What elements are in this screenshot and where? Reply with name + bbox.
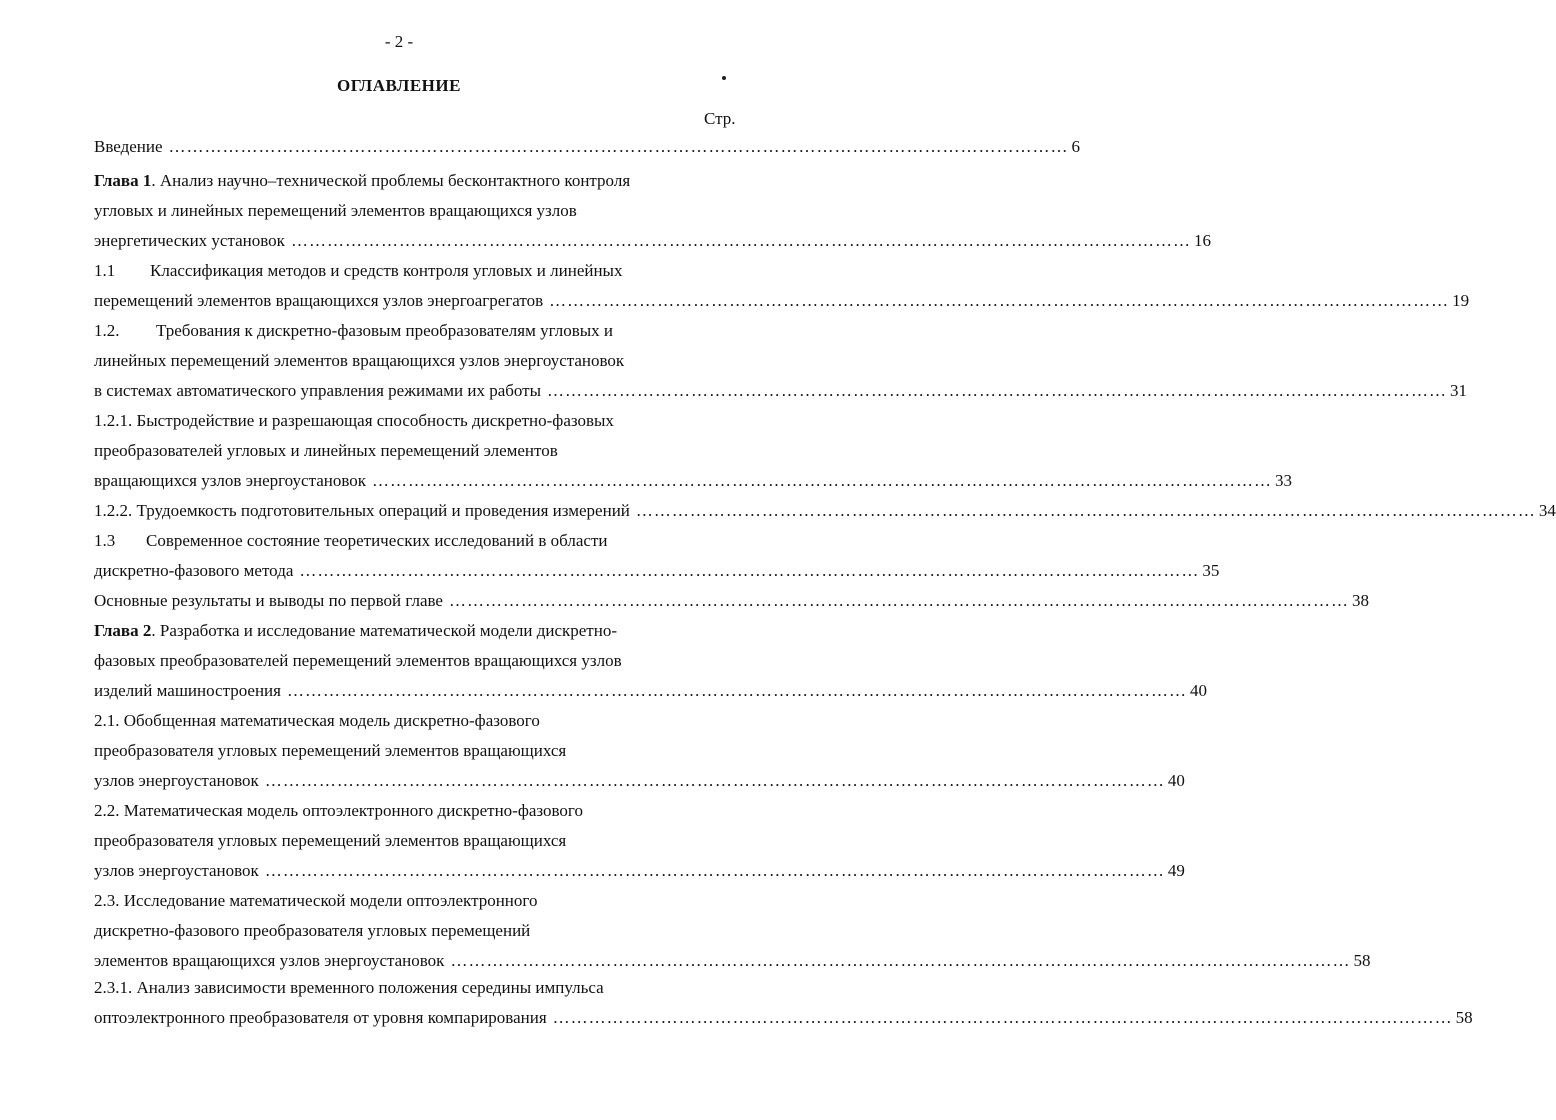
entry-title: изделий машиностроения (94, 681, 281, 700)
toc-line-text (94, 231, 285, 251)
entry-title: линейных перемещений элементов вращающихся узлов энергоустановок (94, 351, 625, 370)
entry-title: оптоэлектронного преобразователя от уровня компарирования (94, 1008, 547, 1027)
entry-title: преобразователей угловых и линейных перемещений элементов (94, 441, 558, 460)
toc-line (94, 501, 1556, 521)
entry-title: . Разработка и исследование математической модели дискретно- (151, 621, 617, 640)
toc-line-text (94, 291, 543, 311)
toc-line (94, 921, 736, 941)
toc-line (94, 831, 736, 851)
dot-leader: …………………………………………………………………………………………………………………………………… (299, 561, 1200, 580)
dot-leader: …………………………………………………………………………………………………………………………………… (635, 501, 1536, 520)
toc-line-text (94, 801, 583, 820)
toc-line-text (94, 441, 558, 460)
entry-title: . Анализ научно–технической проблемы бесконтактного контроля (151, 171, 631, 190)
toc-line-text (94, 411, 614, 430)
entry-title: Классификация методов и средств контроля угловых и линейных (150, 261, 623, 280)
entry-title: перемещений элементов вращающихся узлов энергоагрегатов (94, 291, 544, 310)
dot-leader: …………………………………………………………………………………………………………………………………… (264, 771, 1165, 790)
page-ref: 34 (1538, 501, 1556, 520)
section-number: 1.1 (94, 261, 116, 280)
entry-title: дискретно-фазового метода (94, 561, 294, 580)
dot-leader: …………………………………………………………………………………………………………………………………… (448, 591, 1349, 610)
toc-line-text (94, 201, 577, 220)
entry-title: 2.2. Математическая модель оптоэлектронного дискретно-фазового (94, 801, 583, 820)
toc-line (94, 771, 1185, 791)
toc-line (94, 621, 736, 641)
toc-line (94, 711, 736, 731)
entry-title: узлов энергоустановок (94, 861, 259, 880)
page-ref: 40 (1167, 771, 1185, 790)
toc-line-text (94, 561, 293, 581)
toc-line-text (94, 1008, 547, 1028)
toc-line-text (94, 351, 624, 370)
toc-line-text (94, 501, 630, 521)
toc-line-text (94, 171, 630, 190)
section-number: 1.2. (94, 321, 120, 340)
toc-line (94, 681, 1207, 701)
page-ref: 58 (1353, 951, 1371, 970)
toc-line-text (94, 921, 530, 940)
entry-title: дискретно-фазового преобразователя угловых перемещений (94, 921, 531, 940)
toc-line-text (94, 651, 622, 670)
dot-leader: …………………………………………………………………………………………………………………………………… (549, 291, 1450, 310)
chapter-label: Глава 1 (94, 171, 152, 190)
entry-title: вращающихся узлов энергоустановок (94, 471, 367, 490)
entry-title: 1.2.1. Быстродействие и разрешающая способность дискретно-фазовых (94, 411, 614, 430)
entry-title: Требования к дискретно-фазовым преобразователям угловых и (156, 321, 614, 340)
entry-title: 1.2.2. Трудоемкость подготовительных операций и проведения измерений (94, 501, 630, 520)
page-ref: 19 (1452, 291, 1470, 310)
entry-title: элементов вращающихся узлов энергоустановок (94, 951, 445, 970)
toc-line (94, 411, 736, 431)
toc-line (94, 231, 1211, 251)
toc-line (94, 978, 736, 998)
toc-line (94, 201, 736, 221)
dot-leader: …………………………………………………………………………………………………………………………………… (552, 1008, 1453, 1027)
entry-title: угловых и линейных перемещений элементов вращающихся узлов (94, 201, 577, 220)
entry-title: Введение (94, 137, 163, 156)
toc-line-text (94, 741, 566, 760)
toc-line-text (94, 978, 604, 997)
toc-line (94, 741, 736, 761)
toc-line (94, 1008, 1473, 1028)
toc-line (94, 801, 736, 821)
dot-leader: …………………………………………………………………………………………………………………………………… (290, 231, 1191, 250)
page-ref: 35 (1202, 561, 1220, 580)
toc-line-text (94, 381, 541, 401)
page-ref: 16 (1193, 231, 1211, 250)
toc-line-text (94, 891, 537, 910)
toc-line (94, 137, 1081, 157)
toc-line (94, 261, 736, 281)
toc-line (94, 591, 1369, 611)
toc-line-text (94, 771, 259, 791)
toc-line-text (94, 861, 259, 881)
entry-title: узлов энергоустановок (94, 771, 259, 790)
page-ref: 31 (1450, 381, 1468, 400)
toc-line-text (94, 831, 566, 850)
toc-line-text (94, 531, 607, 550)
toc-line-text (94, 681, 281, 701)
toc-line-text (94, 621, 617, 640)
toc-line-text (94, 137, 163, 157)
entry-title: преобразователя угловых перемещений элементов вращающихся (94, 741, 567, 760)
toc-line-text (94, 261, 622, 280)
page-ref: 49 (1167, 861, 1185, 880)
entry-title: энергетических установок (94, 231, 285, 250)
toc-line (94, 321, 736, 341)
dot-leader: …………………………………………………………………………………………………………………………………… (450, 951, 1351, 970)
toc-line (94, 891, 736, 911)
page-number: - 2 - (384, 32, 414, 51)
dot-leader: …………………………………………………………………………………………………………………………………… (264, 861, 1165, 880)
entry-title: преобразователя угловых перемещений элементов вращающихся (94, 831, 567, 850)
page-column-label: Стр. (704, 109, 736, 128)
page-ref: 38 (1351, 591, 1369, 610)
section-number: 1.3 (94, 531, 116, 550)
toc-line (94, 531, 736, 551)
toc-line (94, 351, 736, 371)
toc-line (94, 171, 736, 191)
entry-title: фазовых преобразователей перемещений элементов вращающихся узлов (94, 651, 622, 670)
dot-leader: …………………………………………………………………………………………………………………………………… (547, 381, 1448, 400)
dot-leader: …………………………………………………………………………………………………………………………………… (168, 137, 1069, 156)
toc-line (94, 381, 1468, 401)
toc-line-text (94, 951, 444, 971)
toc-line (94, 291, 1470, 311)
page-ref: 6 (1071, 137, 1081, 156)
page-ref: 58 (1455, 1008, 1473, 1027)
entry-title: 2.3. Исследование математической модели оптоэлектронного (94, 891, 538, 910)
toc-line (94, 951, 1371, 971)
entry-title: в системах автоматического управления режимами их работы (94, 381, 542, 400)
toc-line-text (94, 591, 443, 611)
chapter-label: Глава 2 (94, 621, 152, 640)
toc-line-text (94, 321, 613, 340)
ink-speck (722, 76, 726, 80)
toc-line (94, 651, 736, 671)
dot-leader: …………………………………………………………………………………………………………………………………… (286, 681, 1187, 700)
entry-title: 2.1. Обобщенная математическая модель дискретно-фазового (94, 711, 540, 730)
entry-title: Современное состояние теоретических исследований в области (146, 531, 608, 550)
toc-line (94, 861, 1185, 881)
page-ref: 33 (1275, 471, 1293, 490)
toc-title: ОГЛАВЛЕНИЕ (337, 76, 461, 95)
dot-leader: …………………………………………………………………………………………………………………………………… (372, 471, 1273, 490)
toc-line-text (94, 471, 366, 491)
toc-line (94, 561, 1220, 581)
toc-line (94, 471, 1293, 491)
toc-line-text (94, 711, 540, 730)
toc-line (94, 441, 736, 461)
entry-title: Основные результаты и выводы по первой главе (94, 591, 443, 610)
page-ref: 40 (1189, 681, 1207, 700)
entry-title: 2.3.1. Анализ зависимости временного положения середины импульса (94, 978, 604, 997)
